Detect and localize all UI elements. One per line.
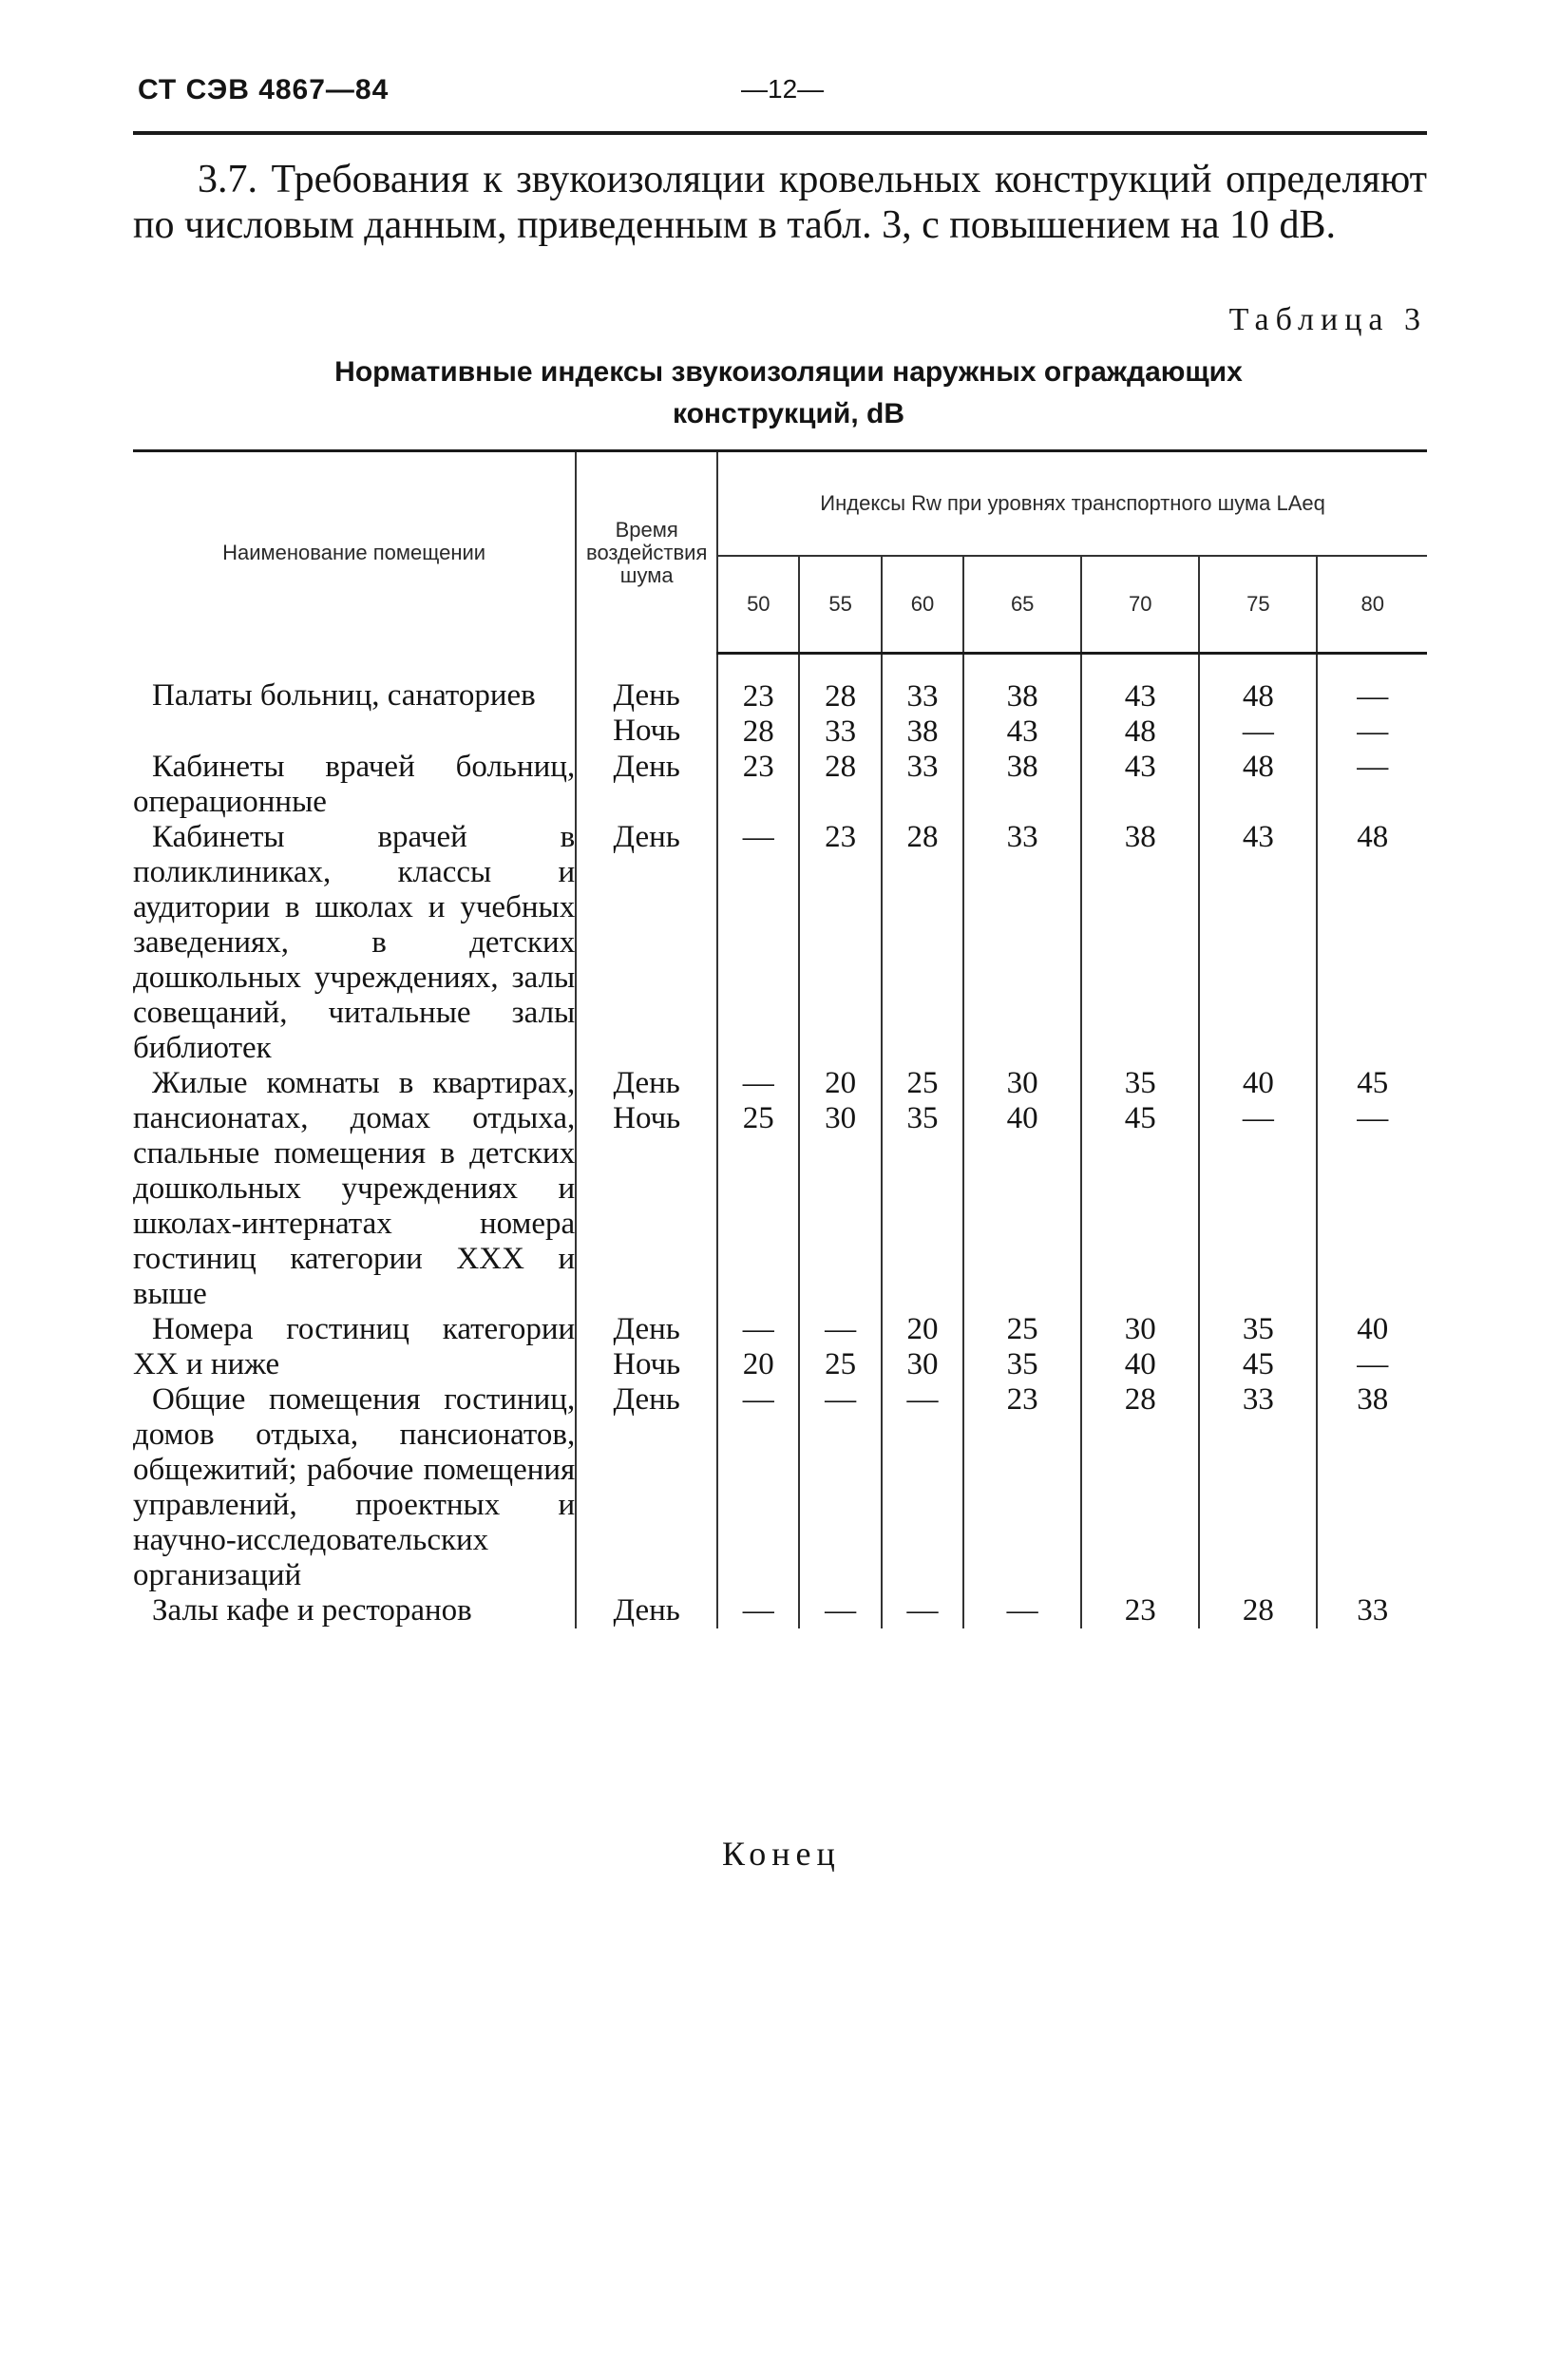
- table-row: [133, 654, 1427, 751]
- index-value: —: [1357, 714, 1389, 749]
- index-value: 28: [742, 714, 774, 749]
- exposure-time: Ночь: [613, 1101, 681, 1135]
- noise-level-header: 55: [799, 556, 881, 654]
- exposure-time: День: [613, 820, 680, 854]
- exposure-time-cell: [576, 1066, 717, 1312]
- index-value: 28: [906, 820, 939, 854]
- index-value: 35: [1006, 1347, 1038, 1381]
- exposure-time: Ночь: [613, 1347, 681, 1381]
- index-cell: [963, 1382, 1081, 1593]
- index-cell: [882, 654, 963, 751]
- exposure-time: Ночь: [613, 713, 681, 748]
- room-name-cell: [133, 1066, 576, 1312]
- index-cell: [1317, 1593, 1427, 1628]
- index-value: 28: [1124, 1382, 1156, 1417]
- index-cell: [1317, 654, 1427, 751]
- clause-paragraph: 3.7. Требования к звукоизоляции кровельных конструкций определяют по числовым данным, приведенным в табл. 3, с повышением на 10 dB.: [133, 158, 1427, 247]
- index-value: 28: [1242, 1593, 1274, 1628]
- room-name-cell: [133, 820, 576, 1066]
- index-cell: [1317, 1312, 1427, 1382]
- index-value: 33: [1242, 1382, 1274, 1417]
- index-value: —: [906, 1382, 939, 1417]
- index-value: —: [742, 1066, 774, 1100]
- exposure-time-cell: [576, 1593, 717, 1628]
- index-value: 45: [1357, 1066, 1389, 1100]
- index-value: 20: [825, 1066, 857, 1100]
- index-cell: [963, 820, 1081, 1066]
- exposure-time: День: [613, 1593, 680, 1628]
- index-cell: [717, 654, 799, 751]
- index-cell: [1081, 1066, 1199, 1312]
- room-name: Номера гостиниц категории XX и ниже: [133, 1312, 576, 1381]
- index-value: —: [742, 1312, 774, 1346]
- index-value: 23: [1124, 1593, 1156, 1628]
- index-value: —: [1357, 750, 1389, 784]
- index-value: 43: [1124, 679, 1156, 714]
- index-cell: [1199, 1066, 1317, 1312]
- index-cell: [1199, 1382, 1317, 1593]
- index-cell: [799, 1066, 881, 1312]
- index-cell: [799, 750, 881, 820]
- room-name-cell: [133, 750, 576, 820]
- noise-level-header: 80: [1317, 556, 1427, 654]
- index-cell: [882, 1593, 963, 1628]
- room-name-cell: [133, 1312, 576, 1382]
- exposure-time-cell: [576, 1312, 717, 1382]
- index-value: 25: [1006, 1312, 1038, 1346]
- table-title: Нормативные индексы звукоизоляции наружных ограждающих конструкций, dB: [334, 356, 1243, 429]
- index-value: 33: [1006, 820, 1038, 854]
- index-value: 33: [825, 714, 857, 749]
- exposure-time-cell: [576, 654, 717, 751]
- index-value: 35: [906, 1101, 939, 1135]
- index-cell: [1317, 1382, 1427, 1593]
- index-value: —: [1242, 1101, 1274, 1135]
- exposure-time: День: [613, 1312, 680, 1346]
- index-value: 23: [825, 820, 857, 854]
- noise-level-header: 75: [1199, 556, 1317, 654]
- exposure-time: День: [613, 677, 680, 713]
- index-value: 33: [906, 750, 939, 784]
- table-row: [133, 1593, 1427, 1628]
- index-value: 40: [1006, 1101, 1038, 1135]
- index-cell: [1199, 1593, 1317, 1628]
- index-value: 23: [742, 679, 774, 714]
- index-value: 38: [1357, 1382, 1389, 1417]
- index-value: 48: [1242, 679, 1274, 714]
- index-value: 40: [1124, 1347, 1156, 1381]
- room-name: Кабинеты врачей больниц, операционные: [133, 750, 576, 819]
- table-label: Таблица 3: [1228, 302, 1427, 337]
- noise-level-header: 70: [1081, 556, 1199, 654]
- exposure-time-cell: [576, 750, 717, 820]
- index-cell: [1317, 750, 1427, 820]
- room-name: Палаты больниц, санаториев: [152, 677, 536, 713]
- index-cell: [717, 1382, 799, 1593]
- index-value: 38: [906, 714, 939, 749]
- index-value: 30: [1006, 1066, 1038, 1100]
- noise-level-header: 60: [882, 556, 963, 654]
- index-cell: [799, 820, 881, 1066]
- noise-level-header: 65: [963, 556, 1081, 654]
- index-value: 43: [1242, 820, 1274, 854]
- index-cell: [963, 1066, 1081, 1312]
- exposure-time: День: [613, 1066, 680, 1100]
- index-value: —: [742, 1593, 774, 1628]
- standard-number: СТ СЭВ 4867—84: [138, 74, 390, 105]
- index-value: —: [825, 1593, 857, 1628]
- exposure-time-cell: [576, 820, 717, 1066]
- index-value: —: [1357, 1101, 1389, 1135]
- room-name: Кабинеты врачей в поликлиниках, классы и аудитории в школах и учебных заведениях, в детских дошкольных учреждениях, залы совещаний, читальные залы библиотек: [133, 820, 576, 1065]
- index-cell: [717, 1312, 799, 1382]
- exposure-time: День: [613, 1382, 680, 1417]
- index-value: —: [742, 820, 774, 854]
- index-value: 23: [742, 750, 774, 784]
- exposure-time: День: [613, 750, 680, 784]
- room-name-cell: [133, 1382, 576, 1593]
- room-name-cell: [133, 1593, 576, 1628]
- room-name-cell: [133, 654, 576, 751]
- index-cell: [717, 820, 799, 1066]
- index-value: 25: [742, 1101, 774, 1135]
- index-cell: [882, 1066, 963, 1312]
- index-value: 38: [1006, 750, 1038, 784]
- table-row: [133, 1066, 1427, 1312]
- index-value: 23: [1006, 1382, 1038, 1417]
- index-cell: [1199, 820, 1317, 1066]
- index-cell: [1081, 750, 1199, 820]
- index-value: 20: [742, 1347, 774, 1381]
- index-cell: [717, 750, 799, 820]
- index-value: 48: [1242, 750, 1274, 784]
- column-header-time: Время воздействия шума: [576, 451, 717, 654]
- index-value: 33: [906, 679, 939, 714]
- index-cell: [1081, 654, 1199, 751]
- index-cell: [963, 1312, 1081, 1382]
- index-cell: [717, 1066, 799, 1312]
- index-value: 40: [1357, 1312, 1389, 1346]
- page-number: —12—: [741, 74, 825, 104]
- index-value: 28: [825, 750, 857, 784]
- index-cell: [799, 654, 881, 751]
- index-value: 35: [1124, 1066, 1156, 1100]
- index-cell: [1199, 654, 1317, 751]
- index-value: —: [825, 1312, 857, 1346]
- index-value: 45: [1124, 1101, 1156, 1135]
- index-cell: [882, 1382, 963, 1593]
- index-value: —: [742, 1382, 774, 1417]
- index-value: 45: [1242, 1347, 1274, 1381]
- index-value: 38: [1006, 679, 1038, 714]
- index-value: —: [1006, 1593, 1038, 1628]
- index-value: 43: [1006, 714, 1038, 749]
- index-cell: [1081, 820, 1199, 1066]
- index-cell: [1081, 1593, 1199, 1628]
- index-value: 30: [825, 1101, 857, 1135]
- index-cell: [963, 1593, 1081, 1628]
- index-cell: [1317, 1066, 1427, 1312]
- index-value: 30: [1124, 1312, 1156, 1346]
- index-cell: [882, 750, 963, 820]
- table-row: [133, 1312, 1427, 1382]
- header-rule: [133, 131, 1427, 135]
- index-value: 48: [1357, 820, 1389, 854]
- index-value: 25: [906, 1066, 939, 1100]
- index-value: —: [1357, 679, 1389, 714]
- index-value: 48: [1124, 714, 1156, 749]
- index-value: 25: [825, 1347, 857, 1381]
- end-marker: Конец: [722, 1835, 841, 1873]
- index-cell: [717, 1593, 799, 1628]
- index-cell: [799, 1593, 881, 1628]
- index-value: 40: [1242, 1066, 1274, 1100]
- index-cell: [882, 820, 963, 1066]
- index-cell: [1081, 1312, 1199, 1382]
- index-cell: [963, 750, 1081, 820]
- column-header-name: Наименование помещении: [133, 451, 576, 654]
- index-value: —: [906, 1593, 939, 1628]
- index-value: 35: [1242, 1312, 1274, 1346]
- index-value: 33: [1357, 1593, 1389, 1628]
- index-value: —: [1357, 1347, 1389, 1381]
- room-name: Залы кафе и ресторанов: [152, 1593, 472, 1628]
- index-value: 28: [825, 679, 857, 714]
- index-value: 43: [1124, 750, 1156, 784]
- column-header-indexes: Индексы Rw при уровнях транспортного шума LAeq: [717, 451, 1427, 557]
- index-value: 20: [906, 1312, 939, 1346]
- index-cell: [799, 1382, 881, 1593]
- index-value: —: [825, 1382, 857, 1417]
- index-cell: [1317, 820, 1427, 1066]
- index-value: 38: [1124, 820, 1156, 854]
- room-name: Жилые комнаты в квартирах, пансионатах, домах отдыха, спальные помещения в детских дошкольных учреждениях и школах-интернатах номера гостиниц категории XXX и выше: [133, 1066, 576, 1311]
- index-cell: [1199, 750, 1317, 820]
- index-cell: [1081, 1382, 1199, 1593]
- index-value: —: [1242, 714, 1274, 749]
- exposure-time-cell: [576, 1382, 717, 1593]
- table-row: [133, 750, 1427, 820]
- table-row: [133, 820, 1427, 1066]
- index-cell: [799, 1312, 881, 1382]
- index-cell: [1199, 1312, 1317, 1382]
- index-cell: [963, 654, 1081, 751]
- noise-level-header: 50: [717, 556, 799, 654]
- norms-table: [133, 449, 1427, 1628]
- index-cell: [882, 1312, 963, 1382]
- table-row: [133, 1382, 1427, 1593]
- room-name: Общие помещения гостиниц, домов отдыха, пансионатов, общежитий; рабочие помещения управлений, проектных и научно-исследовательских организаций: [133, 1382, 576, 1592]
- index-value: 30: [906, 1347, 939, 1381]
